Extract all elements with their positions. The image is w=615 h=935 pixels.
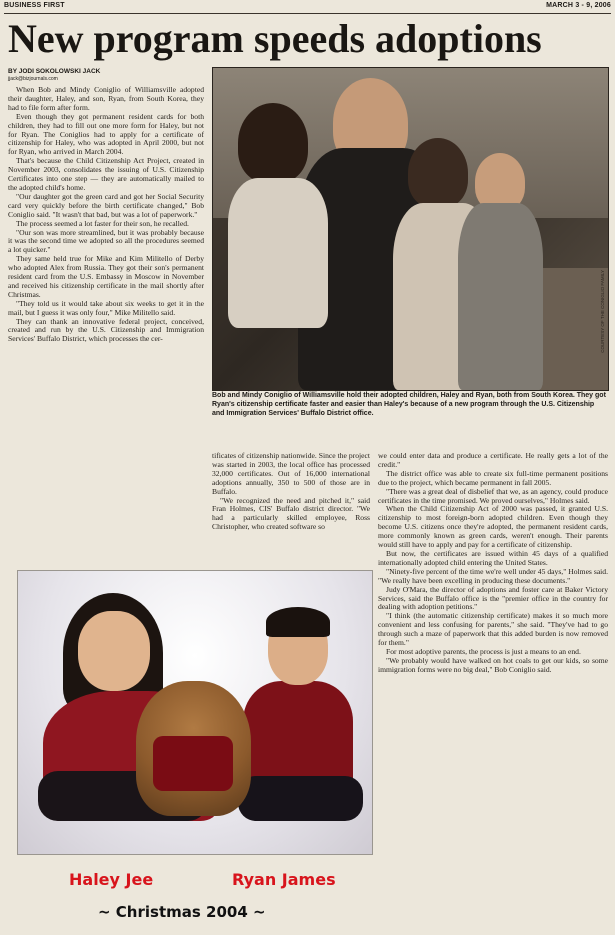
photo-caption: Bob and Mindy Coniglio of Williamsville hold their adopted children, Haley and Ryan, both from South Korea. They got Ryan's citizenship certificate faster and easier than Haley's because of a new program through the U.S. Citizenship and Immigration Services' Buffalo District office.	[212, 392, 606, 417]
masthead-bar	[4, 2, 611, 12]
masthead-rule	[4, 13, 611, 14]
name-haley: Haley Jee	[69, 870, 154, 889]
paragraph: Even though they got permanent resident cards for both children, they had to fill out one more form for Haley, but not for Ryan. The Coniglios had to apply for a certificate of citizenship for Haley, who was adopted in April 2000, but not for Ryan, who arrived in March 2004.	[8, 111, 204, 157]
issue-date: MARCH 3 - 9, 2006	[546, 2, 611, 9]
snapshot-boy-legs	[238, 776, 363, 821]
photo-girl-body	[228, 178, 328, 328]
author-email: jjack@bizjournals.com	[8, 76, 58, 82]
article-column-2	[212, 452, 370, 562]
paragraph: For most adoptive parents, the process is just a means to an end.	[386, 646, 581, 656]
photo-girl	[238, 103, 308, 183]
paragraph: The district office was able to create six full-time permanent positions due to the project, which became permanent in fall 2005.	[378, 468, 608, 487]
paragraph: When the Child Citizenship Act of 2000 was passed, it granted U.S. citizenship to most foreign-born adopted children. Even though they become U.S. citizens once they're adopted, the permanent resident cards, more commonly known as green cards, weren't enough. Their parents would still have to apply and pay for a certificate of citizenship.	[378, 504, 608, 550]
snapshot-dog-sweater	[153, 736, 233, 791]
paragraph: we could enter data and produce a certificate. He really gets a lot of the credit."	[378, 451, 608, 469]
photo-credit: COURTESY OF THE CONIGLIO FAMILY	[600, 270, 605, 353]
paragraph: "I think (the automatic citizenship certificate) makes it so much more convenient and less confusing for parents," she said. "They've had to go through such a maze of paperwork that this added burden is now removed for them."	[378, 611, 608, 648]
publication-name: BUSINESS FIRST	[4, 2, 65, 9]
christmas-snapshot	[17, 570, 373, 855]
paragraph: "We recognized the need and pitched it," said Fran Holmes, CIS' Buffalo district director. "We had a particularly skilled employee, Ross Christopher, who created software so	[212, 495, 370, 532]
paragraph: They same held true for Mike and Kim Militello of Derby who adopted Alex from Russia. They got their son's permanent resident card from the U.S. Embassy in Moscow in November and received his citizenship certificate in the mail shortly after Christmas.	[8, 254, 204, 299]
byline: BY JODI SOKOLOWSKI JACK	[8, 68, 101, 75]
headline: New program speeds adoptions	[8, 16, 542, 61]
snapshot-girl-face	[78, 611, 150, 691]
family-photo	[212, 67, 609, 391]
paragraph: "Our daughter got the green card and got her Social Security card very quickly before the birth certificate changed," Bob Coniglio said. "It wasn't that bad, but was a lot of paperwork."	[8, 191, 204, 219]
christmas-caption: ~ Christmas 2004 ~	[98, 903, 266, 921]
article-column-3	[378, 452, 608, 930]
paragraph: When Bob and Mindy Coniglio of Williamsville adopted their daughter, Haley, and son, Ryan, from South Korea, they had to file form after form.	[8, 85, 204, 112]
photo-boy-body	[458, 203, 543, 390]
name-ryan: Ryan James	[232, 870, 336, 889]
paragraph: "We probably would have walked on hot coals to get our kids, so some immigration forms were no big deal," Bob Coniglio said.	[378, 655, 608, 674]
paragraph: That's because the Child Citizenship Act Project, created in November 2003, consolidates the issuing of U.S. Citizenship Certificates into one step — they are automatically mailed to the adopted child's home.	[8, 156, 204, 192]
paragraph: "Ninety-five percent of the time we're well under 45 days," Holmes said. "We really have been excelling in producing these documents."	[378, 566, 608, 585]
paragraph: "There was a great deal of disbelief that we, as an agency, could produce certificates in the time promised. We proved ourselves," Holmes said.	[378, 486, 608, 505]
paragraph: "They told us it would take about six weeks to get it in the mail, but I guess it was only four," Mike Militello said.	[8, 298, 204, 317]
paragraph: "Our son was more streamlined, but it was probably because it was the second time we adopted so all the procedures seemed a lot quicker."	[8, 227, 204, 255]
paragraph: But now, the certificates are issued within 45 days of a qualified internationally adopted child entering the United States.	[378, 548, 608, 567]
paragraph: They can thank an innovative federal project, conceived, created and run by the U.S. Citizenship and Immigration Services' Buffalo District, which processes the cer-	[8, 316, 204, 344]
paragraph: Judy O'Mara, the director of adoptions and foster care at Baker Victory Services, said the Buffalo office is the "premier office in the country for dealing with adoption petitions."	[378, 584, 608, 612]
paragraph: tificates of citizenship nationwide. Since the project was started in 2003, the local office has processed 32,000 certificates. Out of 16,000 international adoptions annually, 350 to 500 of those are in Buffalo.	[212, 451, 370, 496]
photo-mother	[408, 138, 468, 208]
paragraph: The process seemed a lot faster for their son, he recalled.	[16, 218, 189, 228]
snapshot-boy-hair	[266, 607, 330, 637]
